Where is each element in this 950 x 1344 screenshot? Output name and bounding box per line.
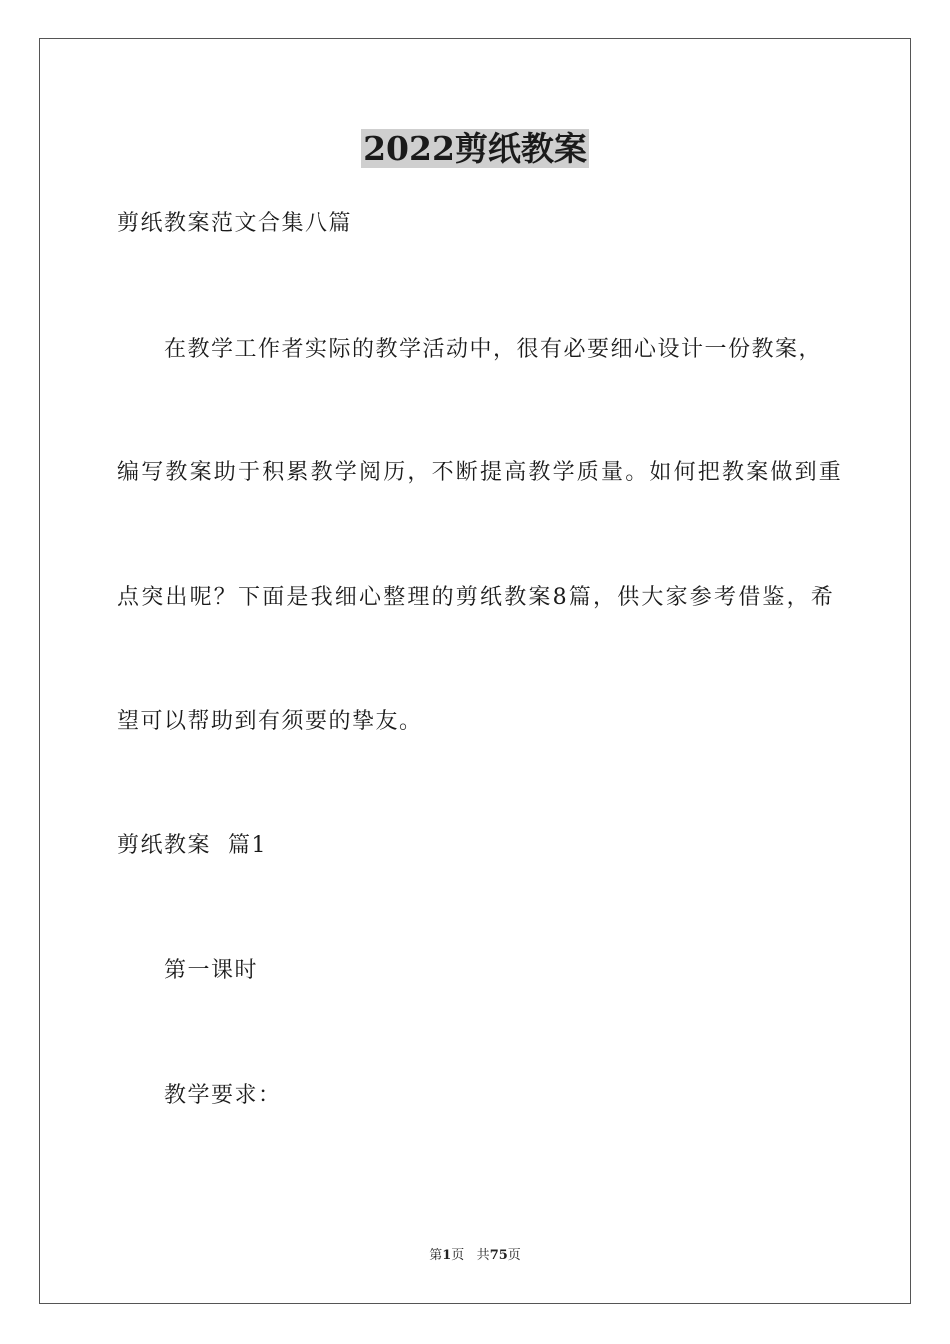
- document-subtitle: 剪纸教案范文合集八篇: [117, 211, 353, 236]
- document-title: [0, 127, 950, 171]
- requirements-label: 教学要求：: [164, 1083, 282, 1108]
- section-heading: 剪纸教案 篇1: [117, 833, 267, 858]
- footer-total-pages: 75: [489, 1248, 508, 1263]
- intro-line-1: 在教学工作者实际的教学活动中，很有必要细心设计一份教案，: [164, 337, 823, 362]
- intro-line-3: 点突出呢？下面是我细心整理的剪纸教案8篇，供大家参考借鉴，希: [117, 585, 835, 610]
- footer-page-suffix: 页: [451, 1248, 465, 1263]
- footer-total-prefix: 共: [476, 1248, 490, 1263]
- footer-page-prefix: 第: [429, 1248, 443, 1263]
- footer-page-number: 1: [442, 1248, 452, 1263]
- intro-line-2: 编写教案助于积累教学阅历，不断提高教学质量。如何把教案做到重: [117, 460, 844, 485]
- document-title-text: 2022剪纸教案: [363, 129, 587, 168]
- intro-line-4: 望可以帮助到有须要的挚友。: [117, 709, 423, 734]
- page-footer: [0, 1247, 950, 1265]
- lesson-label: 第一课时: [164, 958, 259, 983]
- footer-total-suffix: 页: [507, 1248, 521, 1263]
